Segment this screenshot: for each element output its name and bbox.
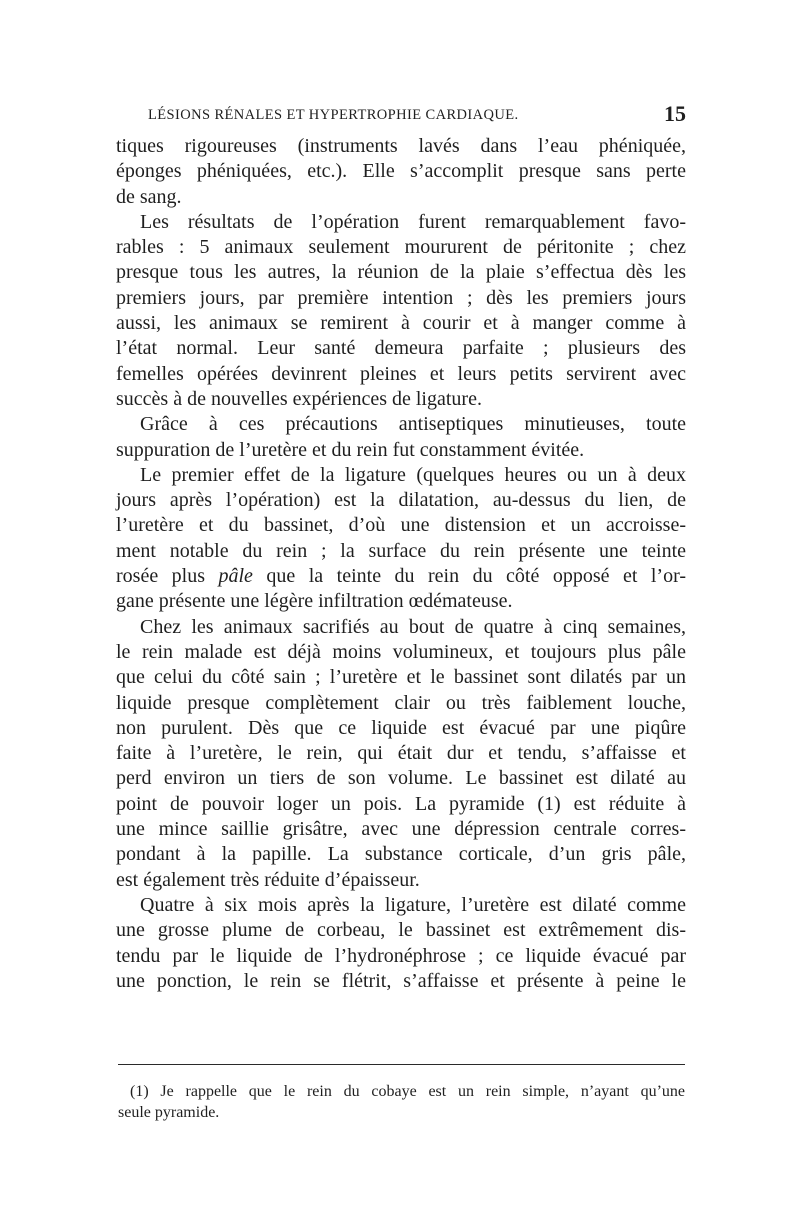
text-line: presque tous les autres, la réunion de la plaie s’effectua dès les xyxy=(116,261,686,284)
text-line: le rein malade est déjà moins volumineux, et toujours plus pâle xyxy=(116,640,686,663)
text-line: perd environ un tiers de son volume. Le bassinet est dilaté au xyxy=(116,767,686,790)
text-line: est également très réduite d’épaisseur. xyxy=(116,868,420,891)
text-line: une mince saillie grisâtre, avec une dépression centrale corres- xyxy=(116,818,686,841)
text-line: liquide presque complètement clair ou très faiblement louche, xyxy=(116,691,686,714)
text-run: rosée plus xyxy=(116,565,219,588)
text-line: Les résultats de l’opération furent remarquablement favo- xyxy=(140,210,686,233)
text-line: aussi, les animaux se remirent à courir et à manger comme à xyxy=(116,312,686,335)
text-line: éponges phéniquées, etc.). Elle s’accomplit presque sans perte xyxy=(116,160,686,183)
text-line: jours après l’opération) est la dilatation, au-dessus du lien, de xyxy=(116,489,686,512)
text-line: femelles opérées devinrent pleines et leurs petits servirent avec xyxy=(116,362,686,385)
text-line: point de pouvoir loger un pois. La pyramide (1) est réduite à xyxy=(116,792,686,815)
text-line: tiques rigoureuses (instruments lavés dans l’eau phéniquée, xyxy=(116,135,686,157)
running-head xyxy=(116,101,686,131)
text-line: Chez les animaux sacrifiés au bout de quatre à cinq semaines, xyxy=(140,615,686,638)
text-line: une ponction, le rein se flétrit, s’affaisse et présente à peine le xyxy=(116,969,686,992)
text-line: Quatre à six mois après la ligature, l’uretère est dilaté comme xyxy=(140,893,686,916)
text-line: suppuration de l’uretère et du rein fut constamment évitée. xyxy=(116,438,585,461)
text-line-mixed xyxy=(116,564,686,589)
footnote-line: seule pyramide. xyxy=(118,1104,220,1121)
text-line: de sang. xyxy=(116,185,182,208)
text-line: l’état normal. Leur santé demeura parfaite ; plusieurs des xyxy=(116,337,686,360)
footnotes xyxy=(118,1081,685,1123)
text-line: une grosse plume de corbeau, le bassinet est extrêmement dis- xyxy=(116,919,686,942)
text-run: que la teinte du rein du côté opposé et l’or- xyxy=(252,565,686,588)
page-number: 15 xyxy=(664,101,686,126)
text-line: premiers jours, par première intention ; dès les premiers jours xyxy=(116,286,686,309)
text-line: gane présente une légère infiltration œdémateuse. xyxy=(116,590,513,613)
text-line: non purulent. Dès que ce liquide est évacué par une piqûre xyxy=(116,716,686,739)
text-line: succès à de nouvelles expériences de ligature. xyxy=(116,387,482,410)
text-line: Le premier effet de la ligature (quelques heures ou un à deux xyxy=(140,463,686,486)
footnote-divider xyxy=(118,1064,685,1065)
text-line: que celui du côté sain ; l’uretère et le bassinet sont dilatés par un xyxy=(116,666,686,689)
text-line: faite à l’uretère, le rein, qui était dur et tendu, s’affaisse et xyxy=(116,742,686,765)
text-line: pondant à la papille. La substance corticale, d’un gris pâle, xyxy=(116,843,686,866)
body-text xyxy=(116,134,686,994)
text-line: Grâce à ces précautions antiseptiques minutieuses, toute xyxy=(140,413,686,436)
text-line: rables : 5 animaux seulement moururent de péritonite ; chez xyxy=(116,236,686,259)
running-title: LÉSIONS RÉNALES ET HYPERTROPHIE CARDIAQUE. xyxy=(148,107,519,123)
text-line: ment notable du rein ; la surface du rein présente une teinte xyxy=(116,539,686,562)
text-line: tendu par le liquide de l’hydronéphrose ; ce liquide évacué par xyxy=(116,944,686,967)
italic-word: pâle xyxy=(218,565,253,588)
text-line: l’uretère et du bassinet, d’où une distension et un accroisse- xyxy=(116,514,686,537)
footnote-line: (1) Je rappelle que le rein du cobaye est un rein simple, n’ayant qu’une xyxy=(130,1083,685,1100)
